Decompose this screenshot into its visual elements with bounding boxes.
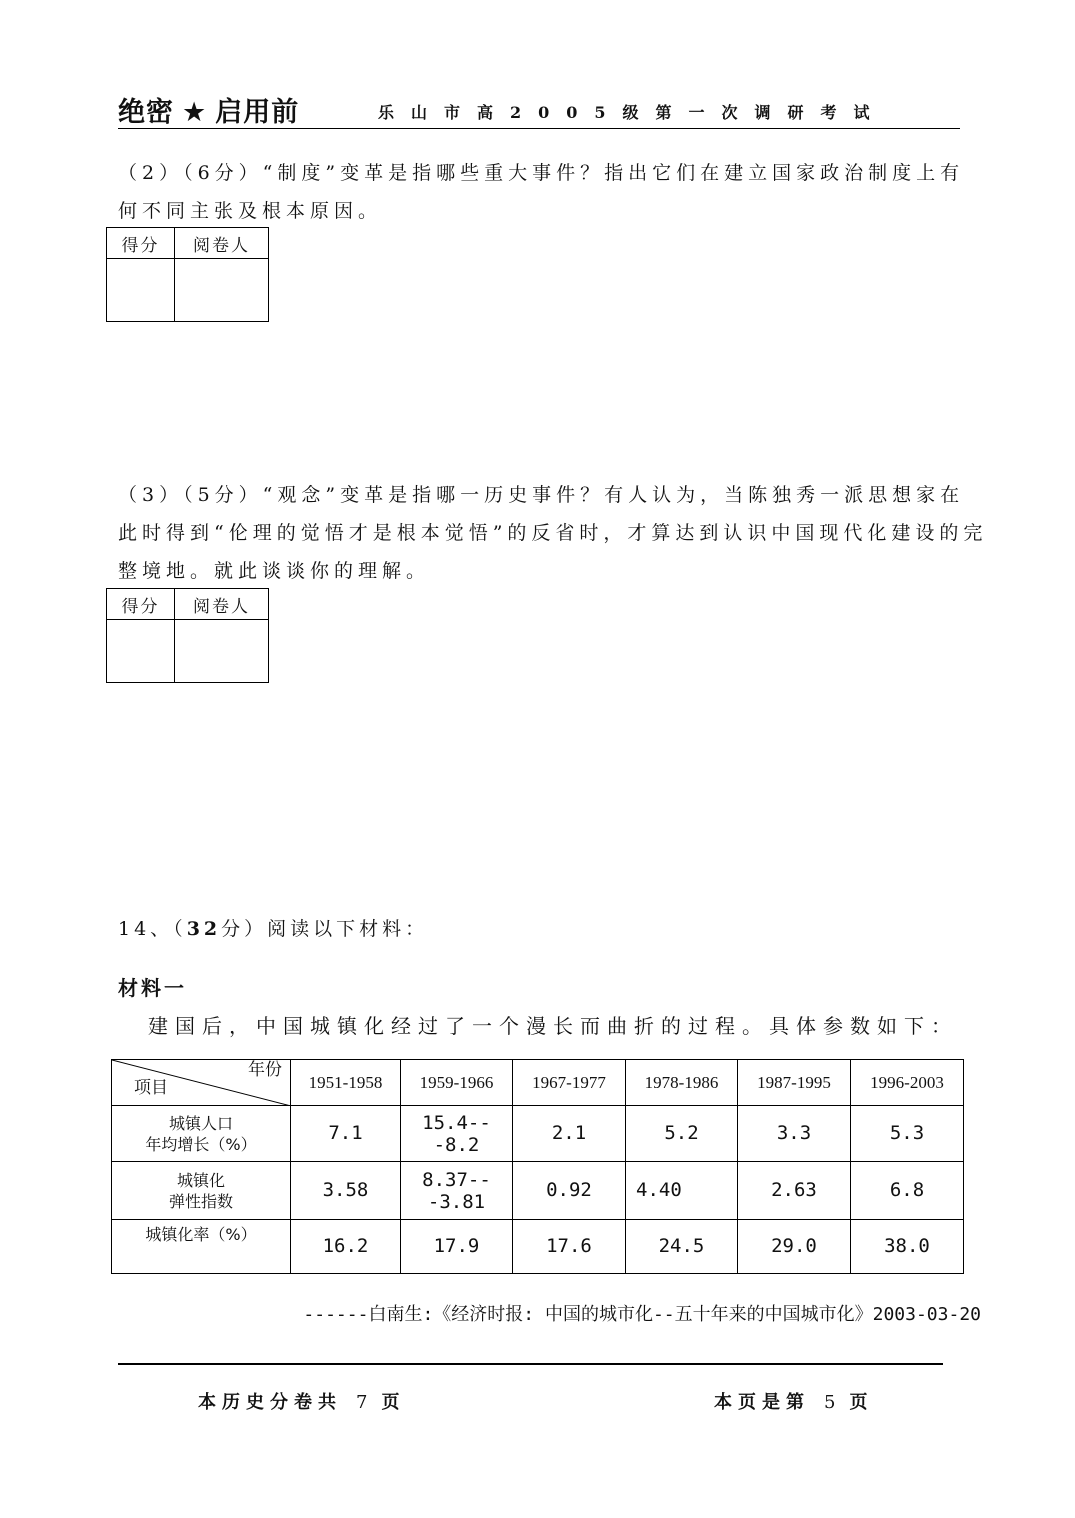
row-header-line2: 年均增长（%） xyxy=(145,1134,257,1154)
row-header xyxy=(112,1220,291,1274)
table-cell: 2.1 xyxy=(513,1106,626,1162)
question-points: 32 xyxy=(186,918,222,940)
score-box-q2 xyxy=(106,227,269,322)
table-cell: 8.37-- -3.81 xyxy=(401,1162,513,1220)
material-title: 材料一 xyxy=(118,976,187,1000)
table-header-row xyxy=(112,1060,964,1106)
grader-label: 阅卷人 xyxy=(175,589,269,620)
row-header xyxy=(112,1106,291,1162)
total-pages-number: 7 xyxy=(356,1392,368,1413)
question-3-text: （3）（5分）“观念”变革是指哪一历史事件？有人认为，当陈独秀一派思想家在此时得到“伦理的觉悟才是根本觉悟”的反省时，才算达到认识中国现代化建设的完整境地。就此谈谈你的理解。 xyxy=(118,484,988,582)
table-cell: 3.58 xyxy=(291,1162,401,1220)
column-header: 1978-1986 xyxy=(626,1060,738,1106)
table-row xyxy=(112,1162,964,1220)
table-cell: 2.63 xyxy=(738,1162,851,1220)
table-cell: 17.9 xyxy=(401,1220,513,1274)
score-box-q3 xyxy=(106,588,269,683)
table-cell: 29.0 xyxy=(738,1220,851,1274)
grader-cell[interactable] xyxy=(175,259,269,322)
source-citation: ------白南生:《经济时报: 中国的城市化--五十年来的中国城市化》2003-03-20 xyxy=(303,1304,981,1325)
column-header: 1959-1966 xyxy=(401,1060,513,1106)
score-cell[interactable] xyxy=(107,259,175,322)
star-icon: ★ xyxy=(182,97,208,128)
table-cell: 38.0 xyxy=(851,1220,964,1274)
table-row xyxy=(112,1220,964,1274)
table-cell: 24.5 xyxy=(626,1220,738,1274)
urbanization-table xyxy=(111,1059,964,1274)
table-cell: 15.4-- -8.2 xyxy=(401,1106,513,1162)
row-header-line1: 城镇化率（%） xyxy=(145,1225,257,1244)
grader-cell[interactable] xyxy=(175,620,269,683)
column-header: 1987-1995 xyxy=(738,1060,851,1106)
corner-item-label: 项目 xyxy=(134,1078,168,1098)
total-suffix: 页 xyxy=(381,1392,406,1413)
score-cell[interactable] xyxy=(107,620,175,683)
column-header: 1967-1977 xyxy=(513,1060,626,1106)
usage-text: 启用前 xyxy=(215,97,300,128)
grader-label: 阅卷人 xyxy=(175,228,269,259)
table-cell: 16.2 xyxy=(291,1220,401,1274)
material-intro: 建国后，中国城镇化经过了一个漫长而曲折的过程。具体参数如下： xyxy=(148,1014,958,1038)
question-2-text: （2）（6分）“制度”变革是指哪些重大事件？指出它们在建立国家政治制度上有何不同主张及根本原因。 xyxy=(118,162,965,222)
column-header: 1951-1958 xyxy=(291,1060,401,1106)
row-header-line1: 城镇人口 xyxy=(168,1113,233,1133)
table-cell: 3.3 xyxy=(738,1106,851,1162)
table-corner-cell xyxy=(112,1060,291,1106)
row-header-line2: 弹性指数 xyxy=(168,1191,233,1211)
current-page-number: 5 xyxy=(824,1392,836,1413)
score-label: 得分 xyxy=(107,589,175,620)
current-suffix: 页 xyxy=(849,1392,874,1413)
question-number: 14、（ xyxy=(118,918,187,940)
current-prefix: 本页是第 xyxy=(714,1392,810,1413)
question-14-heading xyxy=(118,914,428,941)
table-cell: 17.6 xyxy=(513,1220,626,1274)
current-page-note xyxy=(714,1388,873,1414)
table-cell: 0.92 xyxy=(513,1162,626,1220)
table-cell: 5.2 xyxy=(626,1106,738,1162)
header-divider xyxy=(118,128,960,129)
secret-text: 绝密 xyxy=(118,97,174,128)
table-cell: 6.8 xyxy=(851,1162,964,1220)
table-cell: 7.1 xyxy=(291,1106,401,1162)
column-header: 1996-2003 xyxy=(851,1060,964,1106)
total-prefix: 本历史分卷共 xyxy=(198,1392,342,1413)
corner-year-label: 年份 xyxy=(248,1060,282,1080)
row-header xyxy=(112,1162,291,1220)
confidential-label xyxy=(118,90,299,129)
question-instruction: 分）阅读以下材料： xyxy=(221,918,429,940)
total-pages-note xyxy=(198,1388,405,1414)
row-header-line1: 城镇化 xyxy=(176,1170,225,1190)
exam-title: 乐山市高2005级第一次调研考试 xyxy=(378,103,887,122)
score-label: 得分 xyxy=(107,228,175,259)
table-row xyxy=(112,1106,964,1162)
table-cell: 4.40 xyxy=(626,1162,738,1220)
footer-divider xyxy=(118,1363,943,1365)
table-cell: 5.3 xyxy=(851,1106,964,1162)
